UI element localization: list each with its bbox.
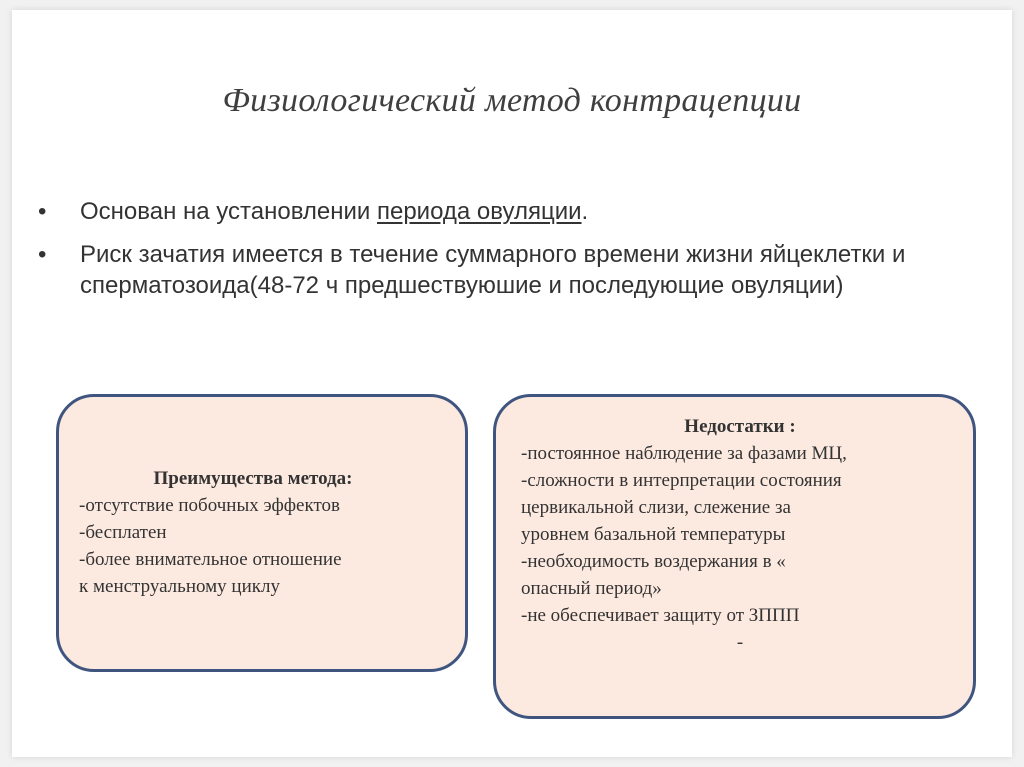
advantages-line: -отсутствие побочных эффектов xyxy=(79,495,340,516)
disadvantages-line: уровнем базальной температуры xyxy=(521,524,786,545)
disadvantages-card xyxy=(493,394,976,719)
advantages-line: -бесплатен xyxy=(79,522,167,543)
disadvantages-line: -постоянное наблюдение за фазами МЦ, xyxy=(521,443,847,464)
disadvantages-line: цервикальной слизи, слежение за xyxy=(521,497,791,518)
advantages-heading: Преимущества метода: xyxy=(153,468,353,489)
slide-title: Физиологический метод контрацепции xyxy=(222,82,802,119)
bullet-text-suffix: . xyxy=(581,198,589,225)
bullet-dot: • xyxy=(38,198,47,225)
bullet-list xyxy=(36,196,976,313)
disadvantages-line: опасный период» xyxy=(521,578,662,599)
ovulation-period-emphasis: периода овуляции xyxy=(376,198,582,225)
bullet-text: Риск зачатия имеется в течение суммарного времени жизни яйцеклетки и сперматозоида(48-72 ч предшествуюшие и последующие овуляции) xyxy=(80,241,906,299)
disadvantages-line: -сложности в интерпретации состояния xyxy=(521,470,842,491)
bullet-item-ovulation xyxy=(36,196,976,227)
advantages-line: к менструальному циклу xyxy=(79,576,280,597)
disadvantages-line: -не обеспечивает защиту от ЗППП xyxy=(521,605,800,626)
bullet-dot: • xyxy=(38,241,47,268)
disadvantages-trailing-dash: - xyxy=(736,632,744,653)
bullet-text-prefix: Основан на установлении xyxy=(80,198,377,225)
disadvantages-heading: Недостатки : xyxy=(684,416,796,437)
disadvantages-line: -необходимость воздержания в « xyxy=(521,551,786,572)
advantages-card xyxy=(56,394,468,672)
advantages-line: -более внимательное отношение xyxy=(79,549,342,570)
bullet-item-conception-risk xyxy=(36,239,976,301)
